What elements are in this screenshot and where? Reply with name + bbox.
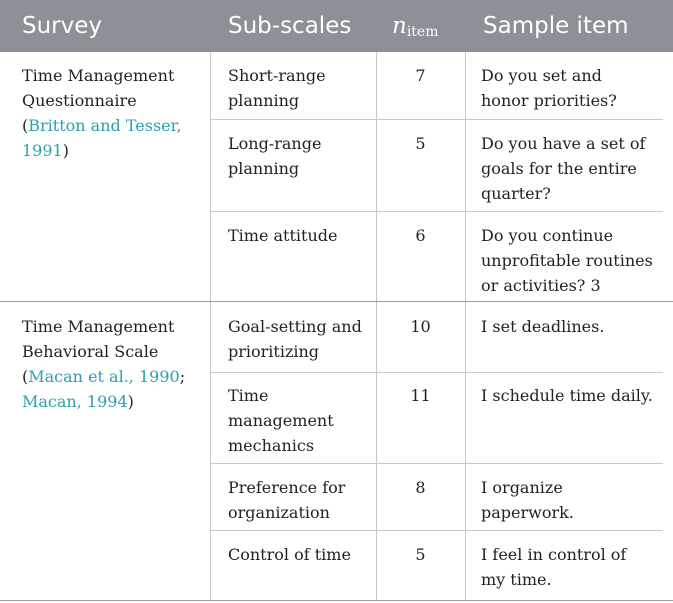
n-item-cell: 7 [415,66,426,85]
subscale-cell: Preference for organization [228,478,346,522]
subscale-cell: Control of time [228,545,351,564]
header-sample-item: Sample item [483,13,629,39]
sample-item-cell: I set deadlines. [481,317,605,336]
table-bottom-border [0,600,673,601]
citation-link[interactable]: Macan, 1994 [22,392,128,411]
column-divider [210,52,211,601]
row-divider [210,463,663,464]
subscale-cell: Goal-setting and prioritizing [228,317,362,361]
row-divider [210,530,663,531]
header-n-item [392,0,439,52]
n-item-cell: 5 [415,545,426,564]
sample-item-cell: Do you continue unprofitable routines or activities? 3 [481,226,653,295]
header-n-subscript: item [406,24,439,40]
citation-link[interactable]: Britton and Tesser, 1991 [22,116,182,160]
survey-name: Time Management Questionnaire [22,66,175,110]
n-item-cell: 8 [415,478,426,497]
survey-cell [22,63,182,163]
sample-item-cell: Do you have a set of goals for the entire quarter? [481,134,646,203]
citation-link[interactable]: Macan et al., 1990 [28,367,180,386]
column-divider [465,52,466,601]
group-divider [0,301,673,302]
sample-item-cell: I organize paperwork. [481,478,574,522]
citation-separator: ; [179,367,186,386]
citation-close-paren: ) [62,141,69,160]
survey-cell [22,314,185,414]
sample-item-cell: I schedule time daily. [481,386,653,405]
survey-name: Time Management Behavioral Scale [22,317,175,361]
subscale-cell: Time management mechanics [228,386,334,455]
subscale-cell: Long-range planning [228,134,322,178]
citation-close-paren: ) [127,392,134,411]
row-divider [210,211,663,212]
n-item-cell: 5 [415,134,426,153]
citation-open-paren: ( [22,367,29,386]
table-header [0,0,673,52]
n-item-cell: 6 [415,226,426,245]
n-item-cell: 10 [410,317,431,336]
row-divider [210,372,663,373]
row-divider [210,119,663,120]
n-item-cell: 11 [410,386,431,405]
sample-item-cell: Do you set and honor priorities? [481,66,617,110]
sample-item-cell: I feel in control of my time. [481,545,627,589]
subscale-cell: Time attitude [228,226,338,245]
header-subscales: Sub-scales [228,13,352,39]
subscale-cell: Short-range planning [228,66,326,110]
header-survey: Survey [22,13,103,39]
citation-open-paren: ( [22,116,29,135]
header-n-symbol: n [392,13,407,39]
